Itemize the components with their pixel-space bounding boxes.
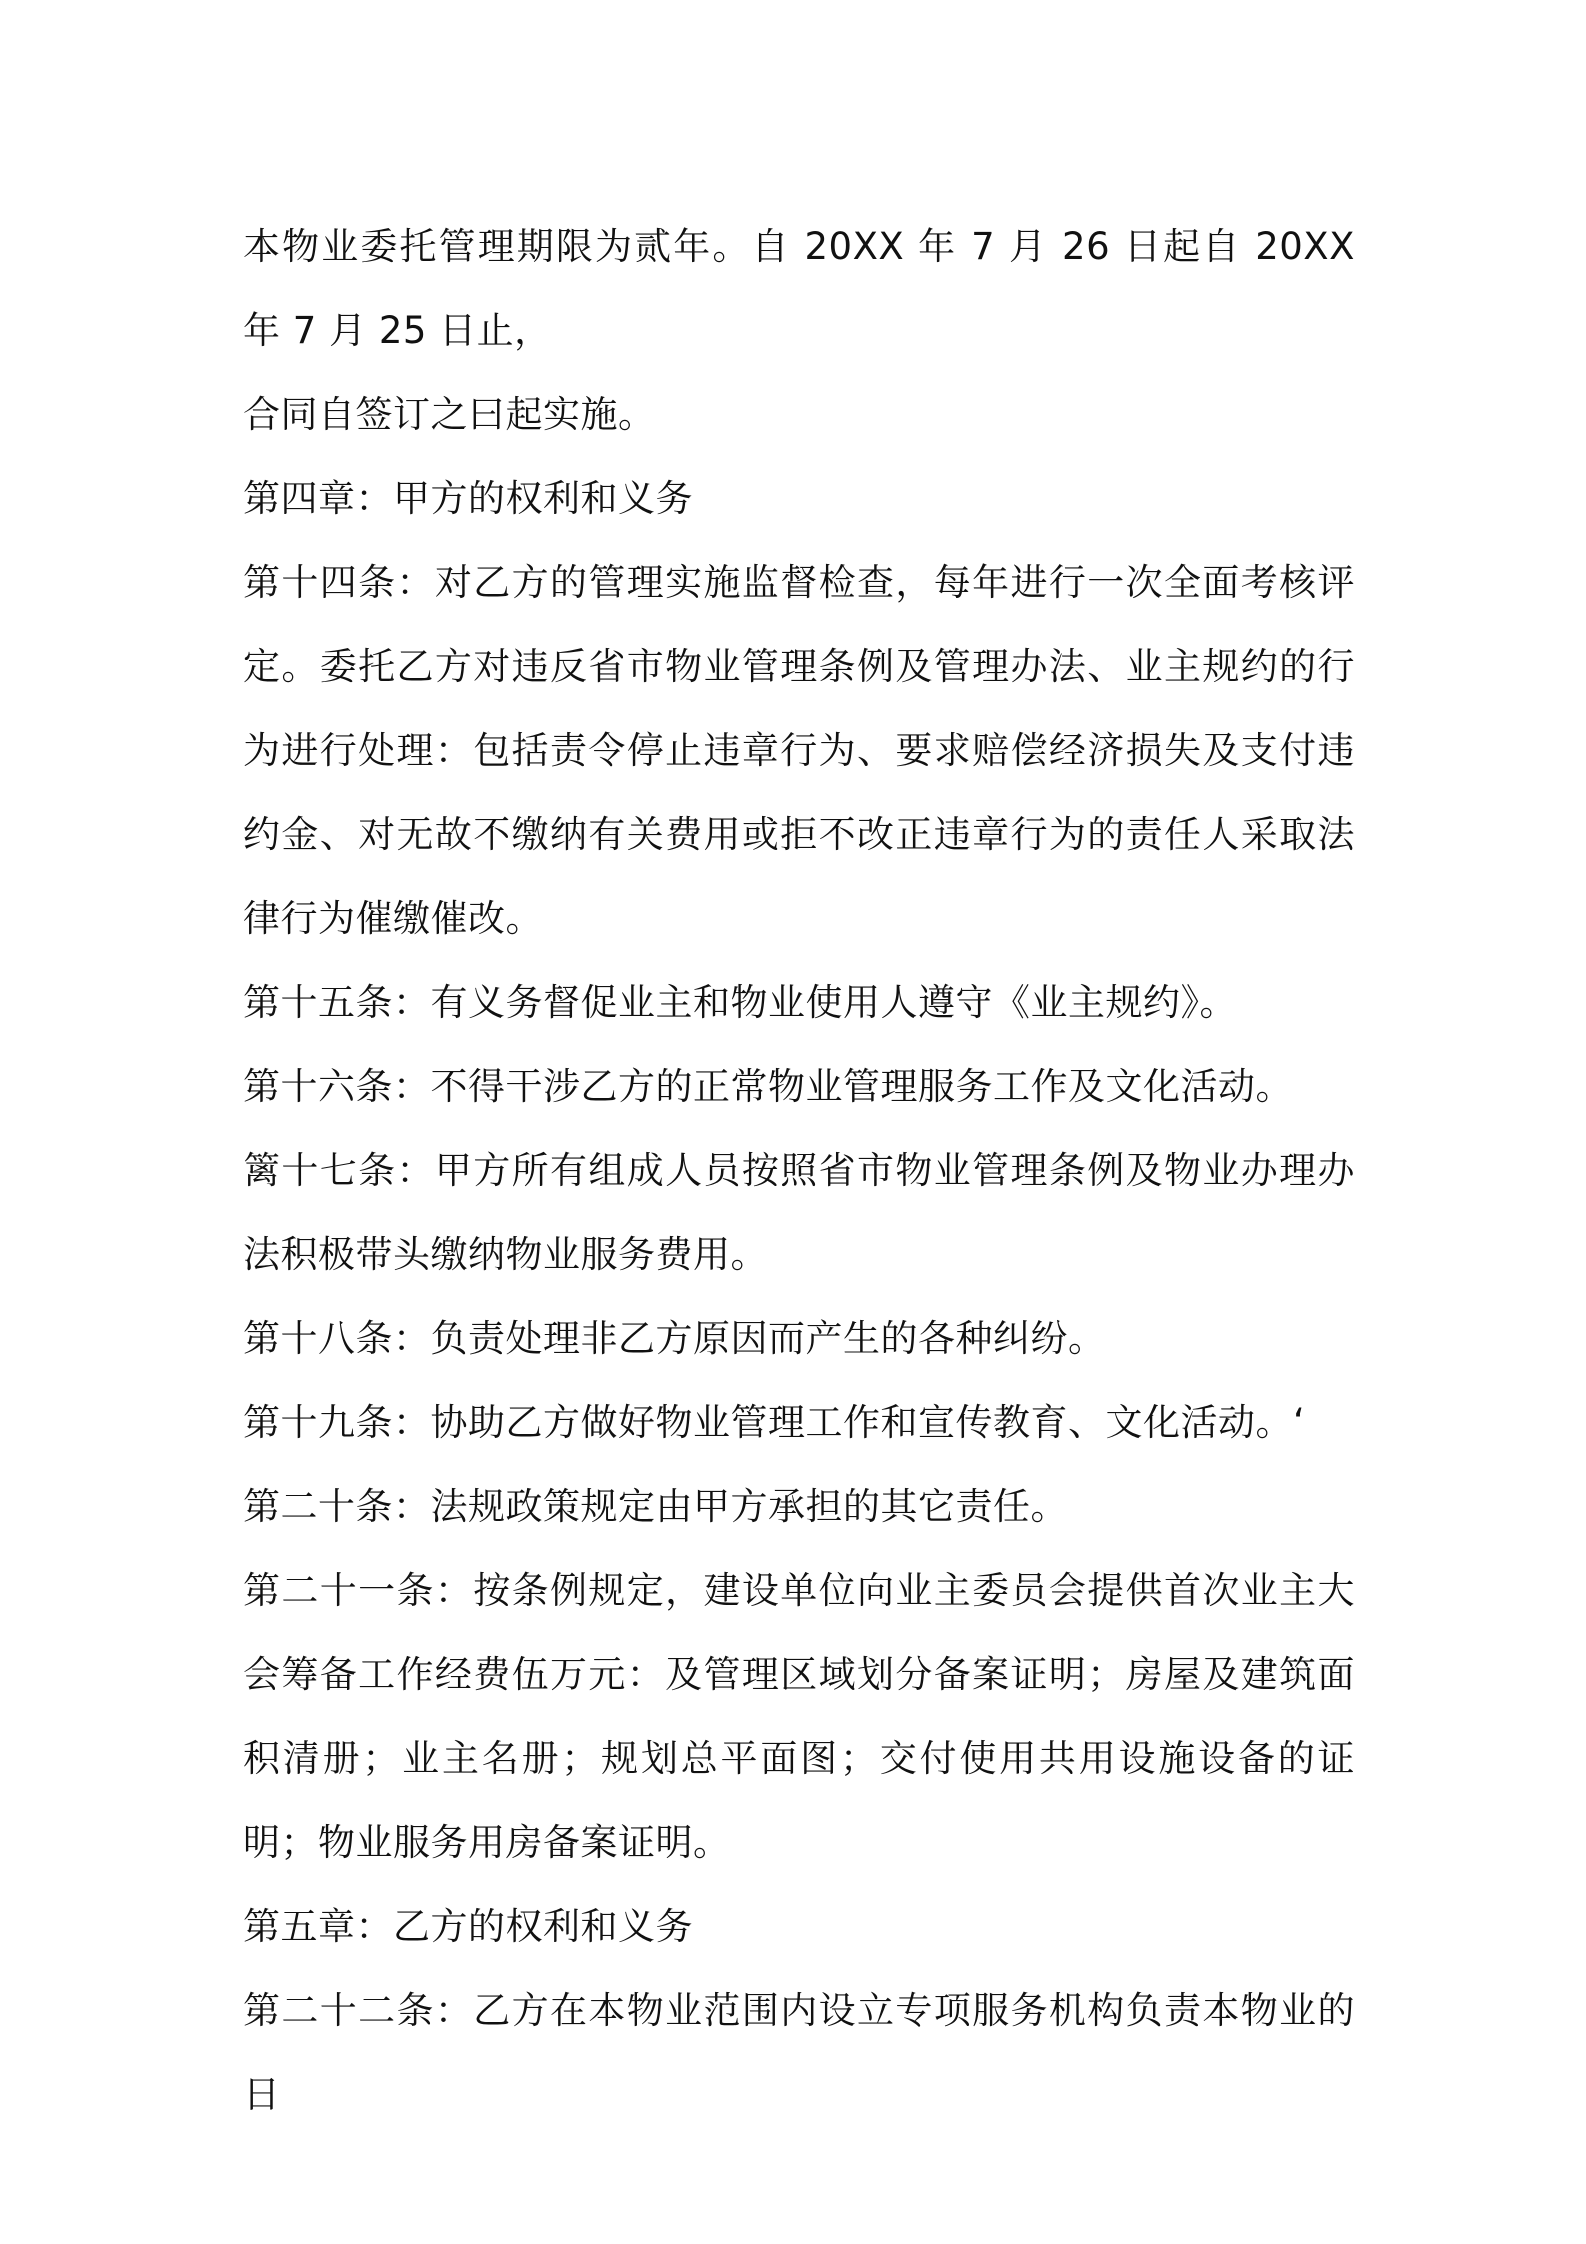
article-15: 第十五条：有义务督促业主和物业使用人遵守《业主规约》。 (243, 981, 1237, 1024)
article-17: 篱十七条：甲方所有组成人员按照省市物业管理条例及物业办理办法积极带头缴纳物业服务费用。 (243, 1149, 1355, 1276)
article-21: 第二十一条：按条例规定，建设单位向业主委员会提供首次业主大会筹备工作经费伍万元：及管理区域划分备案证明；房屋及建筑面积清册；业主名册；规划总平面图；交付使用共用设施设备的证明；物业服务用房备案证明。 (243, 1569, 1355, 1864)
article-19: 第十九条：协助乙方做好物业管理工作和宣传教育、文化活动。‘ (243, 1401, 1306, 1444)
term-paragraph: 本物业委托管理期限为贰年。自 20XX 年 7 月 26 日起自 20XX 年 7 月 25 日止， (243, 225, 1355, 352)
chapter-five-heading: 第五章：乙方的权利和义务 (243, 1905, 693, 1948)
effective-date-paragraph: 合同自签订之曰起实施。 (243, 393, 656, 436)
chapter-four-heading: 第四章：甲方的权利和义务 (243, 477, 693, 520)
article-16: 第十六条：不得干涉乙方的正常物业管理服务工作及文化活动。 (243, 1065, 1293, 1108)
article-22: 第二十二条：乙方在本物业范围内设立专项服务机构负责本物业的日 (243, 1989, 1355, 2116)
document-body (243, 205, 1355, 2137)
article-20: 第二十条：法规政策规定由甲方承担的其它责任。 (243, 1485, 1068, 1528)
article-18: 第十八条：负责处理非乙方原因而产生的各种纠纷。 (243, 1317, 1106, 1360)
article-14: 第十四条：对乙方的管理实施监督检查，每年进行一次全面考核评定。委托乙方对违反省市物业管理条例及管理办法、业主规约的行为进行处理：包括责令停止违章行为、要求赔偿经济损失及支付违约金、对无故不缴纳有关费用或拒不改正违章行为的责任人采取法律行为催缴催改。 (243, 561, 1355, 940)
